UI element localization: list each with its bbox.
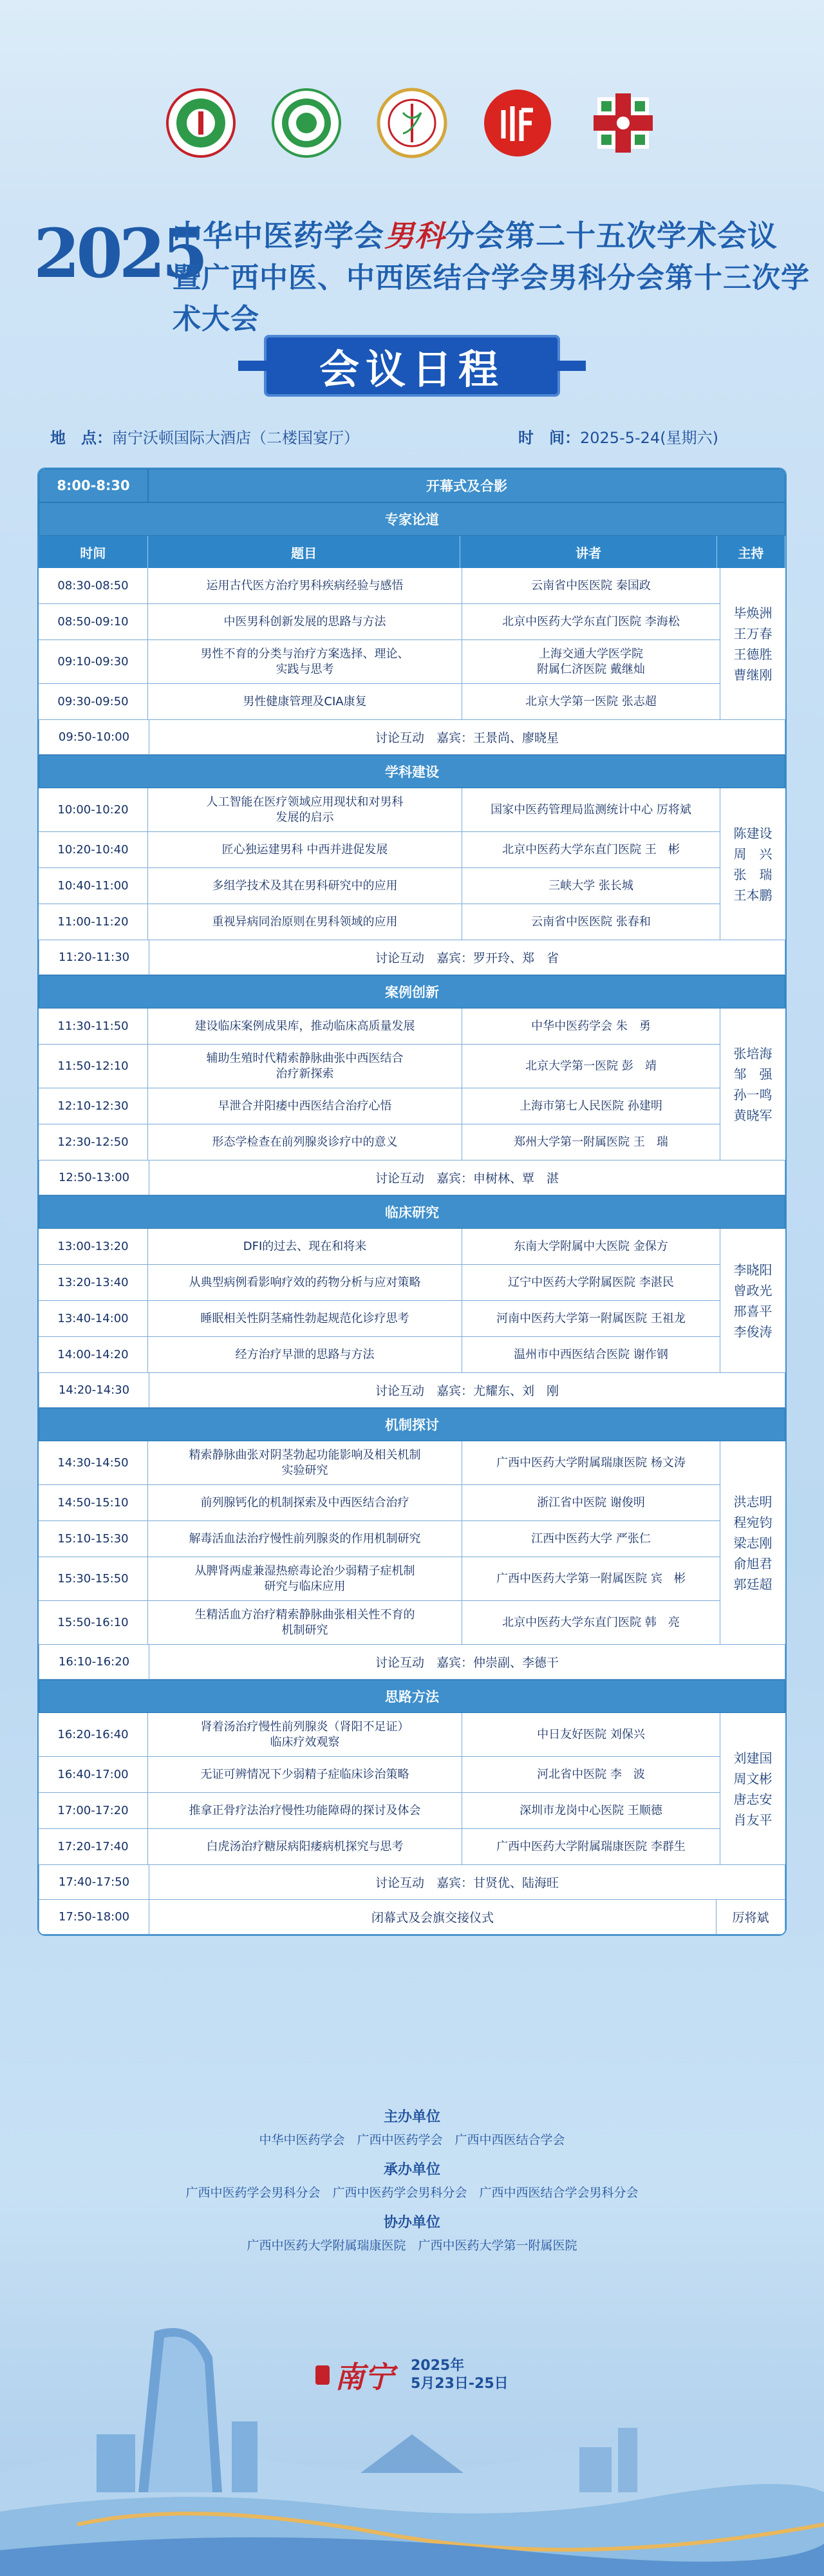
talk-speaker: 上海交通大学医学院 附属仁济医院 戴继灿 — [537, 647, 645, 676]
talk-row — [39, 640, 720, 684]
discussion-guests: 讨论互动 嘉宾：罗开玲、郑 省 — [375, 951, 559, 965]
discussion-time: 16:10-16:20 — [39, 1645, 149, 1679]
talk-time: 09:30-09:50 — [39, 684, 148, 719]
logo-gxtcm — [270, 87, 342, 159]
talk-time: 10:20-10:40 — [39, 832, 148, 867]
opening-row: 8:00-8:30 开幕式及合影 — [39, 469, 785, 502]
org-heading-undertaker: 承办单位 — [383, 2162, 440, 2178]
talk-row — [39, 1485, 720, 1521]
seal-icon — [315, 2365, 330, 2385]
talk-time: 13:00-13:20 — [39, 1229, 148, 1264]
talk-row — [39, 1521, 720, 1557]
talk-speaker: 江西中医药大学 严张仁 — [531, 1531, 651, 1546]
discussion-guests: 讨论互动 嘉宾：申树林、覃 湛 — [375, 1171, 559, 1186]
talk-row — [39, 1757, 720, 1793]
talk-topic: 精索静脉曲张对阴茎勃起功能影响及相关机制 实验研究 — [148, 1441, 462, 1484]
talk-topic: 重视异病同治原则在男科领域的应用 — [148, 904, 462, 940]
talk-topic: 白虎汤治疗糖尿病阳痿病机探究与思考 — [148, 1829, 462, 1864]
discussion-row — [39, 720, 785, 755]
talk-speaker: 广西中医药大学附属瑞康医院 杨文涛 — [496, 1455, 686, 1470]
talk-row — [39, 1601, 720, 1645]
talk-row — [39, 1829, 720, 1865]
section-header: 案例创新 — [39, 975, 785, 1009]
date-info: 时 间：2025-5-24(星期六) — [518, 429, 718, 447]
talk-speaker: 浙江省中医院 谢俊明 — [537, 1495, 645, 1510]
talk-time: 08:50-09:10 — [39, 604, 148, 639]
section-header: 思路方法 — [39, 1680, 785, 1713]
discussion-guests: 讨论互动 嘉宾：甘贤优、陆海旺 — [375, 1876, 559, 1890]
talk-speaker: 广西中医药大学附属瑞康医院 李群生 — [496, 1839, 686, 1853]
schedule-body — [37, 468, 787, 1936]
talk-topic: 形态学检查在前列腺炎诊疗中的意义 — [148, 1124, 462, 1160]
discussion-row — [39, 1373, 785, 1408]
talk-speaker: 云南省中医医院 秦国政 — [531, 578, 651, 592]
talk-time: 12:10-12:30 — [39, 1088, 148, 1124]
closing-ceremony: 闭幕式及会旗交接仪式 — [149, 1900, 716, 1934]
talk-topic: 推拿正骨疗法治疗慢性功能障碍的探讨及体会 — [148, 1793, 462, 1828]
talk-time: 11:50-12:10 — [39, 1045, 148, 1088]
talk-time: 10:00-10:20 — [39, 788, 148, 831]
talk-time: 11:30-11:50 — [39, 1009, 148, 1044]
talk-topic: 从脾肾两虚兼湿热瘀毒论治少弱精子症机制 研究与临床应用 — [148, 1557, 462, 1600]
talk-topic: 生精活血方治疗精索静脉曲张相关性不育的 机制研究 — [148, 1601, 462, 1644]
section-block — [39, 568, 785, 720]
talk-time: 09:10-09:30 — [39, 640, 148, 683]
talk-topic: 前列腺钙化的机制探索及中西医结合治疗 — [148, 1485, 462, 1520]
section-header: 专家论道 — [39, 502, 785, 536]
discussion-row — [39, 1645, 785, 1680]
discussion-time: 12:50-13:00 — [39, 1160, 149, 1195]
org-heading-co: 协办单位 — [383, 2215, 440, 2231]
section-block — [39, 1713, 785, 1865]
discussion-row — [39, 1160, 785, 1195]
talk-row — [39, 1557, 720, 1601]
talk-row — [39, 1441, 720, 1485]
talk-topic: DFI的过去、现在和将来 — [148, 1229, 462, 1264]
organizers — [0, 2101, 824, 2259]
talk-row — [39, 1124, 720, 1160]
talk-topic: 多组学技术及其在男科研究中的应用 — [148, 868, 462, 904]
talk-speaker: 上海市第七人民医院 孙建明 — [520, 1099, 662, 1113]
talk-row — [39, 1009, 720, 1045]
talk-speaker: 河北省中医院 李 波 — [537, 1767, 645, 1781]
org-value-undertaker: 广西中医药学会男科分会 广西中医药学会男科分会 广西中西医结合学会男科分会 — [185, 2186, 639, 2200]
talk-row — [39, 1713, 720, 1757]
talk-time: 15:30-15:50 — [39, 1557, 148, 1600]
talk-topic: 匠心独运建男科 中西并进促发展 — [148, 832, 462, 867]
talk-time: 11:00-11:20 — [39, 904, 148, 940]
section-block — [39, 1441, 785, 1645]
column-header: 主持 — [717, 536, 785, 568]
talk-time: 14:30-14:50 — [39, 1441, 148, 1484]
talk-topic: 无证可辨情况下少弱精子症临床诊治策略 — [148, 1757, 462, 1792]
logo-cacm — [165, 87, 237, 159]
talk-topic: 肾着汤治疗慢性前列腺炎（肾阳不足证） 临床疗效观察 — [148, 1713, 462, 1756]
talk-row — [39, 1045, 720, 1088]
discussion-row — [39, 1865, 785, 1900]
section-header: 临床研究 — [39, 1195, 785, 1229]
talk-row — [39, 1793, 720, 1829]
discussion-time: 11:20-11:30 — [39, 940, 149, 974]
talk-time: 14:00-14:20 — [39, 1337, 148, 1372]
talk-row — [39, 1301, 720, 1337]
talk-speaker: 东南大学附属中大医院 金保方 — [514, 1239, 668, 1253]
title-line2: 暨广西中医、中西医结合学会男科分会第十三次学术大会 — [173, 261, 810, 336]
year-mark: 2025 — [33, 214, 205, 293]
column-header-row — [39, 536, 785, 568]
discussion-time: 17:40-17:50 — [39, 1865, 149, 1899]
discussion-guests: 讨论互动 嘉宾：王景尚、廖晓星 — [375, 731, 559, 745]
section-host: 张培海 邹 强 孙一鸣 黄晓军 — [720, 1009, 785, 1160]
section-host: 刘建国 周文彬 唐志安 肖友平 — [720, 1713, 785, 1865]
org-heading-host: 主办单位 — [383, 2109, 440, 2125]
title-line1: 中华中医药学会男科分会第二十五次学术会议 — [173, 218, 778, 253]
section-host: 陈建设 周 兴 张 瑞 王本鹏 — [720, 788, 785, 940]
org-value-co: 广西中医药大学附属瑞康医院 广西中医药大学第一附属医院 — [247, 2239, 577, 2253]
talk-row — [39, 568, 720, 604]
talk-speaker: 中华中医药学会 朱 勇 — [531, 1019, 651, 1033]
talk-speaker: 温州市中西医结合医院 谢作钢 — [514, 1347, 668, 1361]
agenda-banner: 会议日程 — [264, 335, 560, 397]
talk-time: 16:40-17:00 — [39, 1757, 148, 1792]
talk-speaker: 国家中医药管理局监测统计中心 厉将斌 — [491, 802, 691, 817]
talk-topic: 解毒活血法治疗慢性前列腺炎的作用机制研究 — [148, 1521, 462, 1557]
talk-topic: 辅助生殖时代精索静脉曲张中西医结合 治疗新探索 — [148, 1045, 462, 1088]
logo-gxitcwm — [376, 87, 448, 159]
org-value-host: 中华中医药学会 广西中医药学会 广西中西医结合学会 — [259, 2133, 565, 2147]
column-header: 题目 — [148, 536, 461, 568]
logo-row — [0, 87, 824, 159]
talk-time: 15:10-15:30 — [39, 1521, 148, 1557]
section-host: 洪志明 程宛钧 梁志刚 俞旭君 郭廷超 — [720, 1441, 785, 1645]
talk-topic: 建设临床案例成果库，推动临床高质量发展 — [148, 1009, 462, 1044]
talk-time: 13:40-14:00 — [39, 1301, 148, 1336]
venue-info: 地 点：南宁沃顿国际大酒店（二楼国宴厅） — [50, 429, 359, 447]
talk-row — [39, 604, 720, 640]
section-host: 毕焕洲 王万春 王德胜 曹继刚 — [720, 568, 785, 720]
talk-row — [39, 1088, 720, 1124]
talk-topic: 人工智能在医疗领域应用现状和对男科 发展的启示 — [148, 788, 462, 831]
closing-time: 17:50-18:00 — [39, 1900, 149, 1934]
talk-row — [39, 832, 720, 868]
talk-speaker: 广西中医药大学第一附属医院 宾 彬 — [496, 1571, 686, 1586]
talk-time: 14:50-15:10 — [39, 1485, 148, 1520]
talk-row — [39, 904, 720, 940]
section-block — [39, 1009, 785, 1160]
talk-speaker: 郑州大学第一附属医院 王 瑞 — [514, 1135, 668, 1149]
talk-row — [39, 1265, 720, 1301]
talk-row — [39, 684, 720, 720]
talk-speaker: 河南中医药大学第一附属医院 王祖龙 — [496, 1311, 686, 1325]
talk-speaker: 北京中医药大学东直门医院 王 彬 — [502, 842, 680, 857]
talk-time: 16:20-16:40 — [39, 1713, 148, 1756]
schedule-table — [37, 468, 787, 1936]
talk-topic: 经方治疗早泄的思路与方法 — [148, 1337, 462, 1372]
talk-row — [39, 868, 720, 904]
talk-topic: 男性健康管理及CIA康复 — [148, 684, 462, 719]
city-signature: 南宁 2025年 5月23日-25日 — [315, 2354, 509, 2396]
talk-speaker: 三峡大学 张长城 — [548, 878, 633, 893]
closing-host: 厉将斌 — [732, 1911, 769, 1925]
discussion-time: 14:20-14:30 — [39, 1373, 149, 1407]
logo-sjf — [482, 87, 554, 159]
column-header: 时间 — [39, 536, 148, 568]
talk-speaker: 北京中医药大学东直门医院 李海松 — [502, 614, 680, 629]
talk-topic: 从典型病例看影响疗效的药物分析与应对策略 — [148, 1265, 462, 1300]
talk-speaker: 辽宁中医药大学附属医院 李湛民 — [508, 1275, 674, 1289]
discussion-guests: 讨论互动 嘉宾：尤耀东、刘 刚 — [375, 1384, 559, 1398]
talk-row — [39, 788, 720, 832]
talk-speaker: 中日友好医院 刘保兴 — [537, 1727, 645, 1741]
talk-row — [39, 1337, 720, 1373]
talk-time: 17:20-17:40 — [39, 1829, 148, 1864]
closing-row — [39, 1900, 785, 1935]
talk-topic: 中医男科创新发展的思路与方法 — [148, 604, 462, 639]
discussion-time: 09:50-10:00 — [39, 720, 149, 754]
talk-row — [39, 1229, 720, 1265]
discussion-row — [39, 940, 785, 975]
talk-speaker: 北京中医药大学东直门医院 韩 亮 — [502, 1615, 680, 1629]
talk-speaker: 北京大学第一医院 彭 靖 — [525, 1059, 657, 1073]
talk-speaker: 北京大学第一医院 张志超 — [525, 694, 657, 708]
talk-time: 12:30-12:50 — [39, 1124, 148, 1160]
logo-fifth — [587, 87, 659, 159]
discussion-guests: 讨论互动 嘉宾：仲崇副、李德干 — [375, 1656, 559, 1670]
talk-speaker: 云南省中医医院 张春和 — [531, 914, 651, 929]
talk-speaker: 深圳市龙岗中心医院 王顺德 — [520, 1803, 662, 1817]
section-block — [39, 1229, 785, 1373]
section-host: 李晓阳 曾政光 邢喜平 李俊涛 — [720, 1229, 785, 1373]
section-block — [39, 788, 785, 940]
event-dates: 2025年 5月23日-25日 — [411, 2358, 509, 2392]
talk-time: 15:50-16:10 — [39, 1601, 148, 1644]
section-header: 机制探讨 — [39, 1408, 785, 1441]
section-header: 学科建设 — [39, 755, 785, 788]
talk-topic: 运用古代医方治疗男科疾病经验与感悟 — [148, 568, 462, 603]
talk-topic: 早泄合并阳痿中西医结合治疗心悟 — [148, 1088, 462, 1124]
talk-topic: 睡眠相关性阴茎痛性勃起规范化诊疗思考 — [148, 1301, 462, 1336]
talk-time: 10:40-11:00 — [39, 868, 148, 904]
talk-time: 17:00-17:20 — [39, 1793, 148, 1828]
talk-time: 08:30-08:50 — [39, 568, 148, 603]
city-skyline-illustration — [0, 2280, 824, 2576]
talk-time: 13:20-13:40 — [39, 1265, 148, 1300]
column-header: 讲者 — [460, 536, 716, 568]
talk-topic: 男性不育的分类与治疗方案选择、理论、 实践与思考 — [148, 640, 462, 683]
